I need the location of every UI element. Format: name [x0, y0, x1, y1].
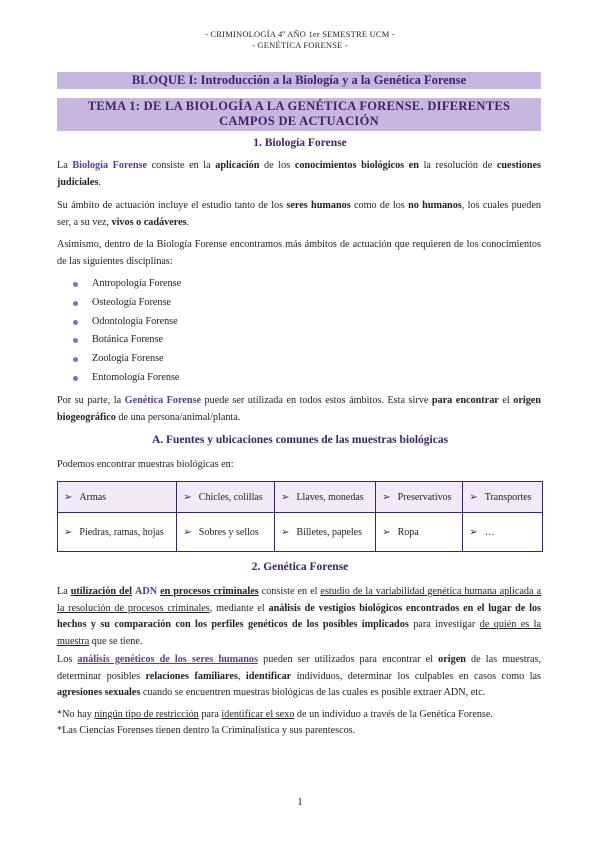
- bloque-title: BLOQUE I: Introducción a la Biología y a la Genética Forense: [57, 72, 541, 89]
- table-cell: ➢ Transportes: [463, 482, 543, 513]
- section-1-paragraph-2: Su ámbito de actuación incluye el estudio tanto de los seres humanos como de los no humanos, los cuales pueden ser, a su vez, vivos o cadáveres.: [57, 200, 541, 228]
- tema-title-line-2: CAMPOS DE ACTUACIÓN: [219, 114, 379, 128]
- bullet-icon: [73, 376, 78, 381]
- arrow-icon: ➢: [382, 491, 391, 503]
- arrow-icon: ➢: [183, 526, 192, 538]
- list-item: Entomología Forense: [70, 369, 181, 388]
- list-item: Osteología Forense: [70, 294, 181, 313]
- list-item: Antropología Forense: [70, 275, 181, 294]
- samples-table: [57, 481, 543, 552]
- table-cell: ➢ Billetes, papeles: [275, 513, 376, 552]
- section-1-paragraph-4: Por su parte, la Genética Forense puede ser utilizada en todos estos ámbitos. Esta sirve para encontrar el origen biogeográfico de una persona/animal/planta.: [57, 395, 541, 423]
- arrow-icon: ➢: [281, 526, 290, 538]
- running-header: [0, 29, 600, 51]
- list-item: Zoología Forense: [70, 350, 181, 369]
- header-line-2: - GENÉTICA FORENSE -: [252, 40, 348, 50]
- arrow-icon: ➢: [469, 491, 478, 503]
- arrow-icon: ➢: [183, 491, 192, 503]
- section-1-paragraph-3: Asimismo, dentro de la Biología Forense encontramos más ámbitos de actuación que requieren de los conocimientos de las siguientes disciplinas:: [57, 239, 541, 267]
- table-cell: ➢ Armas: [58, 482, 177, 513]
- table-cell: ➢ Preservativos: [376, 482, 463, 513]
- bullet-icon: [73, 282, 78, 287]
- section-2-paragraph-1: La utilización del ADN en procesos criminales consiste en el estudio de la variabilidad genética humana aplicada a la resolución de procesos criminales, mediante el análisis de vestigios biológicos encontrados en el lugar de los hechos y su comparación con los perfiles genéticos de los posibles implicados para investigar de quién es la muestra que se tiene.: [57, 586, 542, 647]
- arrow-icon: ➢: [64, 526, 73, 538]
- table-cell: ➢ Sobres y sellos: [177, 513, 275, 552]
- arrow-icon: ➢: [469, 526, 478, 538]
- table-row: [58, 482, 543, 513]
- table-cell: ➢ Piedras, ramas, hojas: [58, 513, 177, 552]
- table-cell: ➢ …: [463, 513, 543, 552]
- table-cell: ➢ Llaves, monedas: [275, 482, 376, 513]
- tema-title: [57, 98, 541, 131]
- bullet-icon: [73, 338, 78, 343]
- section-1-paragraph-1: La Biología Forense consiste en la aplicación de los conocimientos biológicos en la resolución de cuestiones judiciales.: [57, 160, 542, 188]
- section-1-heading: 1. Biología Forense: [253, 137, 347, 149]
- section-2-paragraph-2: Los análisis genéticos de los seres humanos pueden ser utilizados para encontrar el origen de las muestras, determinar posibles relaciones familiares, identificar individuos, determinar los culpables en casos como las agresiones sexuales cuando se encuentren muestras biológicas de las cuales es posible extraer ADN, etc.: [57, 654, 542, 698]
- list-item: Botánica Forense: [70, 331, 181, 350]
- page-number: 1: [297, 796, 303, 808]
- note-1: *No hay ningún tipo de restricción para identificar el sexo de un individuo a través de la Genética Forense.: [57, 709, 493, 720]
- arrow-icon: ➢: [64, 491, 73, 503]
- tema-title-line-1: TEMA 1: DE LA BIOLOGÍA A LA GENÉTICA FORENSE. DIFERENTES: [87, 99, 511, 113]
- table-cell: ➢ Chicles, colillas: [177, 482, 275, 513]
- list-item: Odontología Forense: [70, 313, 181, 332]
- table-row: [58, 513, 543, 552]
- subsection-a-heading: A. Fuentes y ubicaciones comunes de las muestras biológicas: [151, 434, 449, 446]
- arrow-icon: ➢: [281, 491, 290, 503]
- bullet-icon: [73, 357, 78, 362]
- disciplines-list: [70, 275, 181, 388]
- arrow-icon: ➢: [382, 526, 391, 538]
- bullet-icon: [73, 320, 78, 325]
- note-2: *Las Ciencias Forenses tienen dentro la Criminalística y sus parentescos.: [57, 725, 356, 736]
- table-cell: ➢ Ropa: [376, 513, 463, 552]
- bullet-icon: [73, 301, 78, 306]
- header-line-1: - CRIMINOLOGÍA 4º AÑO 1er SEMESTRE UCM -: [205, 29, 395, 39]
- section-2-heading: 2. Genética Forense: [251, 561, 349, 573]
- subsection-a-intro: Podemos encontrar muestras biológicas en:: [57, 459, 234, 470]
